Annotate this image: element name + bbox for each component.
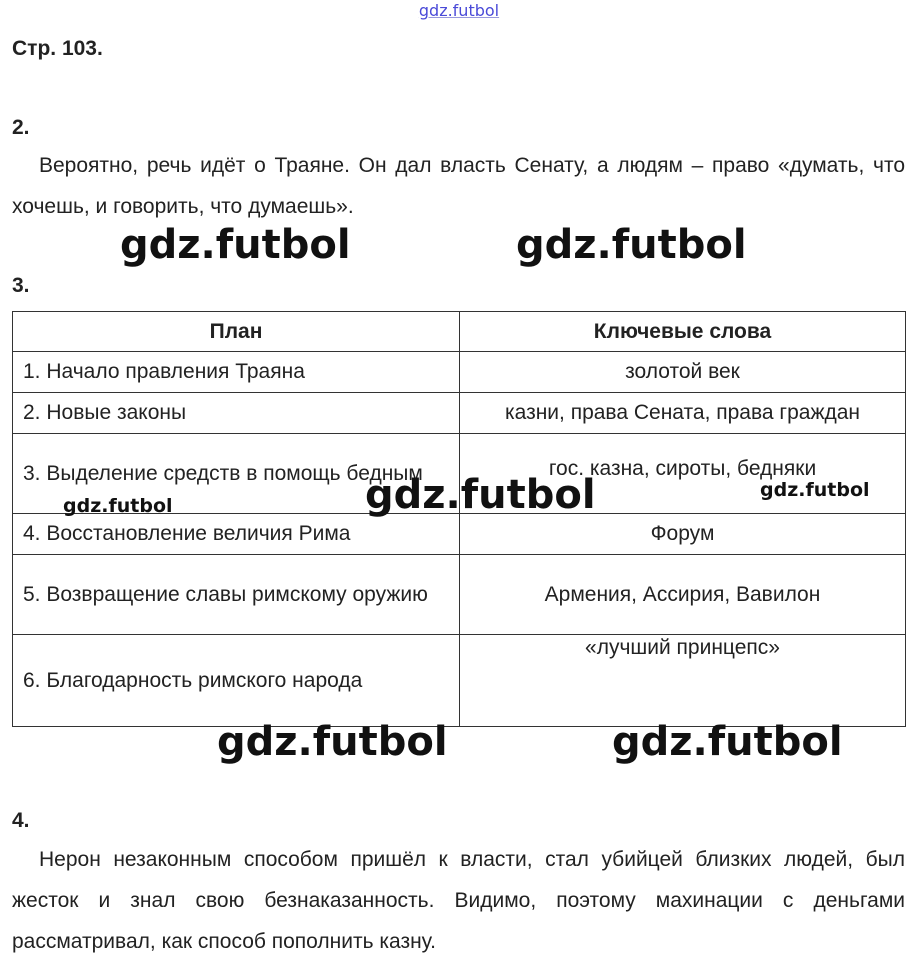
plan-cell: 1. Начало правления Траяна xyxy=(13,352,460,393)
watermark: gdz.futbol xyxy=(365,472,596,518)
table-row xyxy=(13,635,906,727)
column-header-plan: План xyxy=(13,312,460,352)
section-2-text: Вероятно, речь идёт о Траяне. Он дал власть Сенату, а людям – право «думать, что хочешь, и говорить, что думаешь». xyxy=(12,154,905,218)
watermark-top-link[interactable]: gdz.futbol xyxy=(418,1,500,20)
section-2-number: 2. xyxy=(12,116,30,139)
column-header-keywords: Ключевые слова xyxy=(460,312,906,352)
section-4-text: Нерон незаконным способом пришёл к власти, стал убийцей близких людей, был жесток и знал свою безнаказанность. Видимо, поэтому махинации с деньгами рассматривал, как способ пополнить казну. xyxy=(12,848,905,953)
plan-cell: 3. Выделение средств в помощь бедным xyxy=(13,434,460,514)
section-4-answer xyxy=(12,839,905,962)
keywords-text: гос. казна, сироты, бедняки xyxy=(548,456,817,480)
watermark: gdz.futbol xyxy=(612,719,843,765)
table-row xyxy=(13,393,906,434)
plan-table xyxy=(12,311,906,727)
watermark: gdz.futbol xyxy=(516,222,747,268)
plan-cell: 6. Благодарность римского народа xyxy=(13,635,460,727)
keywords-cell: казни, права Сената, права граждан xyxy=(460,393,906,434)
watermark: gdz.futbol xyxy=(760,479,870,501)
keywords-cell: золотой век xyxy=(460,352,906,393)
watermark: gdz.futbol xyxy=(63,495,173,517)
keywords-cell: Форум xyxy=(460,514,906,555)
watermark: gdz.futbol xyxy=(217,719,448,765)
page-title: Стр. 103. xyxy=(12,37,103,60)
keywords-cell: «лучший принцепс» xyxy=(460,635,906,727)
watermark: gdz.futbol xyxy=(120,222,351,268)
plan-cell: 2. Новые законы xyxy=(13,393,460,434)
plan-cell: 5. Возвращение славы римскому оружию xyxy=(13,555,460,635)
table-row xyxy=(13,352,906,393)
table-row xyxy=(13,555,906,635)
section-3-number: 3. xyxy=(12,274,30,297)
table-row xyxy=(13,514,906,555)
section-4-number: 4. xyxy=(12,809,30,832)
plan-cell: 4. Восстановление величия Рима xyxy=(13,514,460,555)
section-2-answer xyxy=(12,145,905,227)
keywords-cell: Армения, Ассирия, Вавилон xyxy=(460,555,906,635)
table-header-row xyxy=(13,312,906,352)
